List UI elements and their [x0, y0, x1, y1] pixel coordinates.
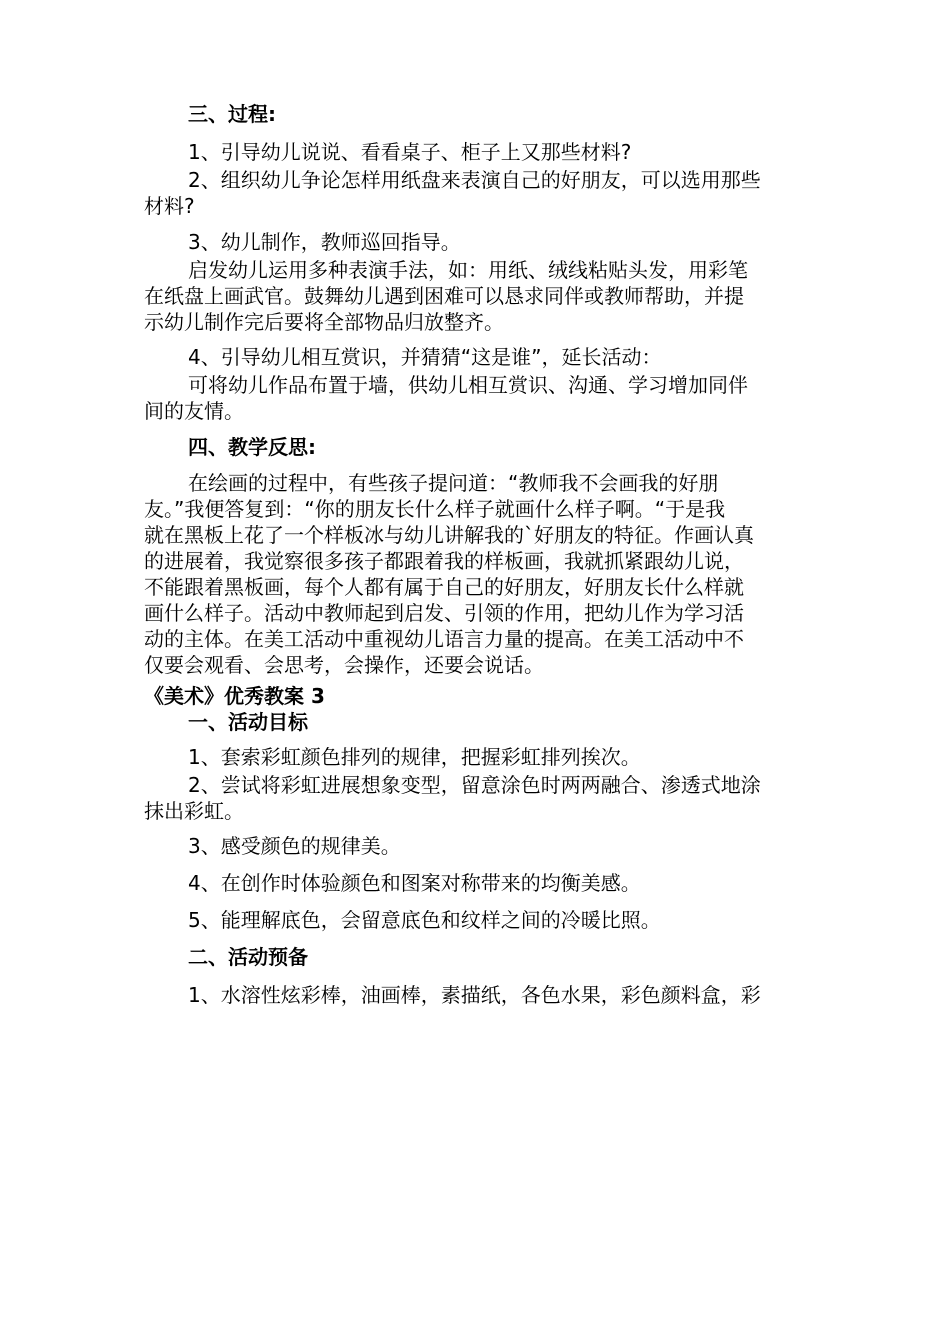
- process-item-3: 3、幼儿制作，教师巡回指导。: [188, 230, 461, 254]
- reflection-line-4: 的进展着，我觉察很多孩子都跟着我的样板画，我就抓紧跟幼儿说，: [144, 549, 744, 573]
- reflection-line-2: 友。”我便答复到：“你的朋友长什么样子就画什么样子啊。“于是我: [144, 497, 726, 521]
- reflection-line-8: 仅要会观看、会思考，会操作，还要会说话。: [144, 653, 544, 677]
- reflection-line-7: 动的主体。在美工活动中重视幼儿语言力量的提高。在美工活动中不: [144, 627, 744, 651]
- process-item-2-line-1: 2、组织幼儿争论怎样用纸盘来表演自己的好朋友，可以选用那些: [188, 168, 761, 192]
- goal-item-2-line-1: 2、尝试将彩虹进展想象变型，留意涂色时两两融合、渗透式地涂: [188, 773, 761, 797]
- process-paragraph2-line-2: 间的友情。: [144, 399, 244, 423]
- goal-item-4: 4、在创作时体验颜色和图案对称带来的均衡美感。: [188, 871, 641, 895]
- prep-item-1: 1、水溶性炫彩棒，油画棒，素描纸，各色水果，彩色颜料盒，彩: [188, 983, 761, 1007]
- process-item-1: 1、引导幼儿说说、看看桌子、柜子上又那些材料?: [188, 140, 632, 164]
- process-paragraph-line-3: 示幼儿制作完后要将全部物品归放整齐。: [144, 310, 504, 334]
- process-item-4: 4、引导幼儿相互赏识，并猜猜“这是谁”，延长活动：: [188, 345, 662, 369]
- prep-heading: 二、活动预备: [188, 945, 308, 969]
- goal-item-3: 3、感受颜色的规律美。: [188, 834, 401, 858]
- process-paragraph-line-2: 在纸盘上画武官。鼓舞幼儿遇到困难可以恳求同伴或教师帮助，并提: [144, 284, 744, 308]
- section4-heading: 四、教学反思:: [188, 435, 316, 459]
- process-paragraph-line-1: 启发幼儿运用多种表演手法，如：用纸、绒线粘贴头发，用彩笔: [188, 258, 748, 282]
- goal-item-2-line-2: 抹出彩虹。: [144, 799, 244, 823]
- process-item-2-line-2: 材料?: [144, 194, 195, 218]
- goals-heading: 一、活动目标: [188, 710, 308, 734]
- goal-item-5: 5、能理解底色，会留意底色和纹样之间的冷暖比照。: [188, 908, 661, 932]
- reflection-line-6: 画什么样子。活动中教师起到启发、引领的作用，把幼儿作为学习活: [144, 601, 744, 625]
- reflection-line-3: 就在黑板上花了一个样板冰与幼儿讲解我的`好朋友的特征。作画认真: [144, 523, 754, 547]
- reflection-line-5: 不能跟着黑板画，每个人都有属于自己的好朋友，好朋友长什么样就: [144, 575, 744, 599]
- goal-item-1: 1、套索彩虹颜色排列的规律，把握彩虹排列挨次。: [188, 745, 641, 769]
- process-paragraph2-line-1: 可将幼儿作品布置于墙，供幼儿相互赏识、沟通、学习增加同伴: [188, 373, 748, 397]
- section3-heading: 三、过程:: [188, 102, 276, 126]
- reflection-line-1: 在绘画的过程中，有些孩子提问道：“教师我不会画我的好朋: [188, 471, 719, 495]
- lesson3-title: 《美术》优秀教案 3: [144, 684, 325, 708]
